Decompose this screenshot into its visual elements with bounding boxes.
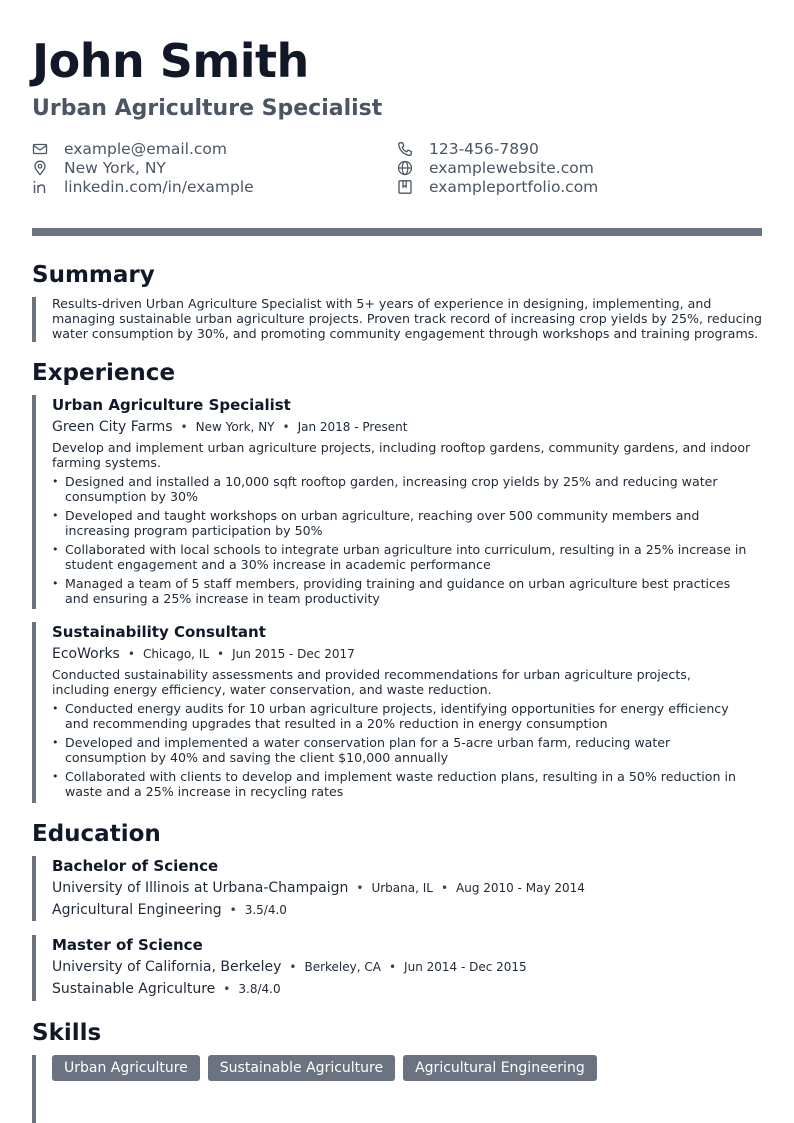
job-bullets	[52, 701, 752, 803]
education-field-row	[52, 979, 281, 999]
contact-phone[interactable]	[397, 139, 539, 158]
separator-dot: •	[289, 960, 297, 974]
phone-text: 123-456-7890	[429, 139, 539, 158]
education-meta	[52, 957, 527, 977]
company-name: EcoWorks	[52, 646, 120, 662]
contact-info	[32, 139, 762, 199]
separator-dot: •	[440, 881, 449, 895]
list-item: • Collaborated with clients to develop and implement waste reduction plans, resulting in a 50% reduction in waste and a 25% increase in recycling rates	[52, 769, 752, 799]
school-location: Urbana, IL	[371, 881, 433, 895]
separator-dot: •	[127, 647, 135, 661]
separator-dot: •	[282, 420, 290, 434]
globe-icon	[397, 160, 413, 176]
school-name: University of California, Berkeley	[52, 959, 282, 975]
map-pin-icon	[32, 160, 48, 176]
website-text: examplewebsite.com	[429, 158, 594, 177]
linkedin-icon	[32, 179, 48, 195]
summary-heading: Summary	[32, 262, 155, 288]
separator-dot: •	[229, 903, 237, 917]
skills-heading: Skills	[32, 1020, 102, 1046]
job-title: Urban Agriculture Specialist	[52, 396, 291, 414]
job-description: Develop and implement urban agriculture projects, including rooftop gardens, community gardens, and indoor farming systems.	[52, 440, 751, 470]
job-title: Sustainability Consultant	[52, 623, 266, 641]
list-item: • Developed and taught workshops on urban agriculture, reaching over 500 community members and increasing program participation by 50%	[52, 508, 752, 538]
education-dates: Aug 2010 - May 2014	[456, 881, 585, 895]
education-dates: Jun 2014 - Dec 2015	[404, 960, 527, 974]
job-meta	[52, 644, 355, 664]
separator-dot: •	[223, 982, 231, 996]
job-bullets	[52, 474, 752, 610]
header-divider	[32, 228, 762, 236]
phone-icon	[397, 141, 413, 157]
skills-list	[52, 1055, 605, 1081]
experience-accent-bar	[32, 622, 36, 803]
separator-dot: •	[356, 881, 364, 895]
separator-dot: •	[388, 960, 397, 974]
separator-dot: •	[217, 647, 225, 661]
summary-accent-bar	[32, 297, 36, 342]
skill-chip: Urban Agriculture	[52, 1055, 200, 1081]
education-accent-bar	[32, 856, 36, 921]
job-dates: Jan 2018 - Present	[297, 420, 408, 434]
gpa: 3.5/4.0	[244, 903, 287, 917]
location-text: New York, NY	[64, 158, 166, 177]
contact-email[interactable]	[32, 139, 227, 158]
education-heading: Education	[32, 821, 161, 847]
list-item: • Designed and installed a 10,000 sqft rooftop garden, increasing crop yields by 25% and reducing water consumption by 30%	[52, 474, 752, 504]
summary-text: Results-driven Urban Agriculture Specialist with 5+ years of experience in designing, implementing, and managing sustainable urban agriculture projects. Proven track record of increasing crop yields by 25%, reducing water consumption by 30%, and promoting community engagement through workshops and training programs.	[52, 296, 763, 341]
degree-title: Master of Science	[52, 936, 203, 954]
education-meta	[52, 878, 585, 898]
skills-accent-bar	[32, 1055, 36, 1123]
list-item: • Collaborated with local schools to integrate urban agriculture into curriculum, resulting in a 25% increase in student engagement and a 30% increase in academic performance	[52, 542, 752, 572]
gpa: 3.8/4.0	[238, 982, 281, 996]
linkedin-text: linkedin.com/in/example	[64, 177, 254, 196]
education-field-row	[52, 900, 287, 920]
education-accent-bar	[32, 935, 36, 1001]
degree-title: Bachelor of Science	[52, 857, 219, 875]
job-meta	[52, 417, 407, 437]
job-location: New York, NY	[195, 420, 275, 434]
contact-location	[32, 158, 166, 177]
field-of-study: Sustainable Agriculture	[52, 981, 216, 997]
candidate-title: Urban Agriculture Specialist	[32, 96, 383, 121]
job-location: Chicago, IL	[142, 647, 210, 661]
experience-accent-bar	[32, 395, 36, 609]
contact-linkedin[interactable]	[32, 177, 254, 196]
separator-dot: •	[180, 420, 188, 434]
list-item: • Developed and implemented a water conservation plan for a 5-acre urban farm, reducing water consumption by 40% and saving the client $10,000 annually	[52, 735, 752, 765]
portfolio-text: exampleportfolio.com	[429, 177, 599, 196]
contact-website[interactable]	[397, 158, 594, 177]
field-of-study: Agricultural Engineering	[52, 902, 222, 918]
skill-chip: Sustainable Agriculture	[208, 1055, 395, 1081]
email-text: example@email.com	[64, 139, 227, 158]
company-name: Green City Farms	[52, 419, 173, 435]
book-icon	[397, 179, 413, 195]
candidate-name: John Smith	[32, 34, 309, 88]
list-item: • Managed a team of 5 staff members, providing training and guidance on urban agriculture best practices and ensuring a 25% increase in team productivity	[52, 576, 752, 606]
envelope-icon	[32, 141, 48, 157]
contact-portfolio[interactable]	[397, 177, 598, 196]
job-dates: Jun 2015 - Dec 2017	[232, 647, 355, 661]
school-name: University of Illinois at Urbana-Champaign	[52, 880, 349, 896]
skill-chip: Agricultural Engineering	[403, 1055, 597, 1081]
list-item: • Conducted energy audits for 10 urban agriculture projects, identifying opportunities for energy efficiency and recommending upgrades that resulted in a 20% reduction in energy consumption	[52, 701, 752, 731]
school-location: Berkeley, CA	[304, 960, 381, 974]
job-description: Conducted sustainability assessments and provided recommendations for urban agriculture projects, including energy efficiency, water conservation, and waste reduction.	[52, 667, 691, 697]
experience-heading: Experience	[32, 360, 176, 386]
